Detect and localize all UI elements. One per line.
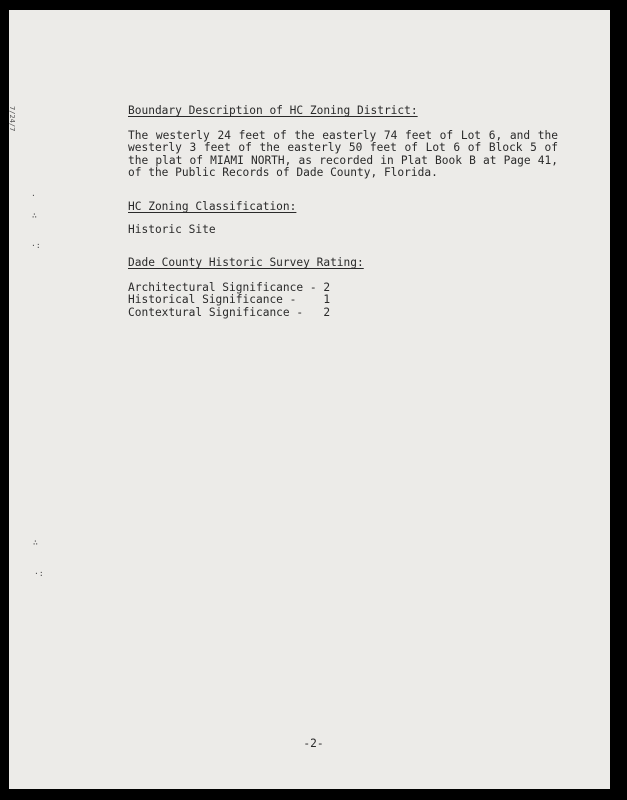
survey-row-contextural (128, 307, 558, 320)
document-body (128, 105, 558, 320)
document-page (9, 10, 610, 789)
page-number: -2- (303, 737, 324, 750)
classification-value: Historic Site (128, 222, 216, 236)
edge-handwritten-mark (9, 106, 15, 134)
rating-value: 2 (323, 305, 331, 319)
speck: ·: (31, 241, 41, 250)
rating-label: Historical Significance - (128, 293, 297, 307)
speck: ∴ (32, 211, 37, 220)
rating-value: 2 (323, 280, 331, 294)
rating-value: 1 (323, 293, 331, 307)
speck: ∴ (33, 538, 38, 547)
boundary-heading: Boundary Description of HC Zoning District: (128, 104, 418, 117)
rating-label: Architectural Significance - (128, 280, 317, 294)
survey-heading: Dade County Historic Survey Rating: (128, 256, 364, 270)
edge-mark-text: 7/24/7 (8, 106, 16, 132)
rating-label: Contextural Significance - (128, 305, 304, 319)
classification-heading: HC Zoning Classification: (128, 199, 297, 213)
speck: · (31, 191, 36, 200)
boundary-description: The westerly 24 feet of the easterly 74 feet of Lot 6, and the westerly 3 feet of the easterly 50 feet of Lot 6 of Block 5 of the plat of MIAMI NORTH, as recorded in Plat Book B at Page 41, of the Public Records of Dade County, Florida. (128, 128, 558, 180)
speck: ·: (34, 569, 44, 578)
